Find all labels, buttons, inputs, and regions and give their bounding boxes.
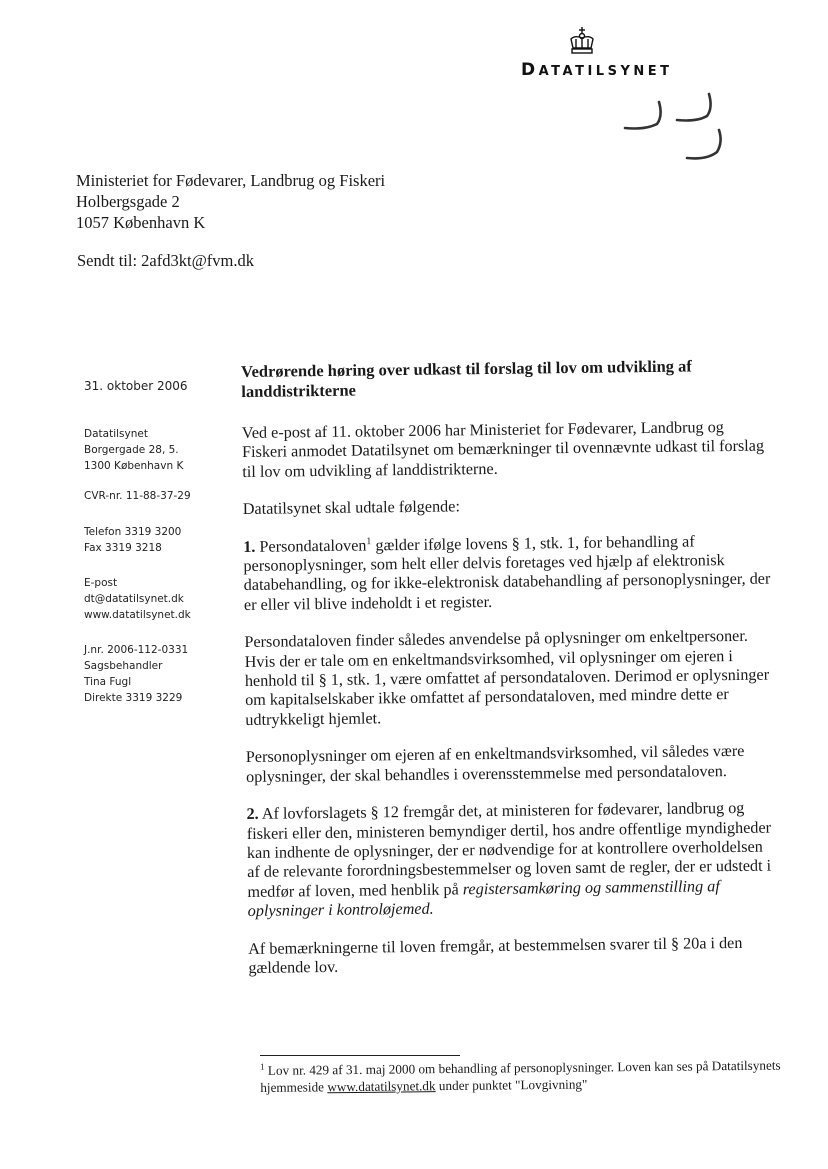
handwritten-check-marks bbox=[615, 90, 725, 170]
contact-online: E-post dt@datatilsynet.dk www.datatilsynet.dk bbox=[84, 577, 191, 621]
cvr-number: CVR-nr. 11-88-37-29 bbox=[84, 490, 191, 502]
crown-icon bbox=[567, 26, 597, 56]
paragraph-point-1: 1. Persondataloven$^1$ gælder ifølge lovens § 1, stk. 1, for behandling af personoplysninger, som helt eller delvis foretages ved hjælp af elektronisk databehandling, og for ikke-elektronisk databehandling af personoplysninger, der er eller vil blive indeholdt i et register. bbox=[243, 532, 771, 614]
footnote-divider bbox=[260, 1055, 460, 1056]
paragraph-remarks: Af bemærkningerne til loven fremgår, at bestemmelsen svarer til § 20a i den gældende lov. bbox=[248, 933, 743, 977]
case-info: J.nr. 2006-112-0331 Sagsbehandler Tina Fugl Direkte 3319 3229 bbox=[84, 644, 189, 704]
recipient-street: Holbergsgade 2 bbox=[76, 192, 180, 211]
paragraph-point-2: 2. Af lovforslagets § 12 fremgår det, at ministeren for fødevarer, landbrug og fiskeri eller den, ministeren bemyndiger dertil, hos andre offentlige myndigheder kan indhente de oplysninger, der er nødvendige for at kontrollere overholdelsen af de relevante forordningsbestemmelser og loven samt de regler, der er udstedt i medfør af loven, med henblik på registersamkøring og sammenstilling af oplysninger i kontroløjemed. bbox=[246, 798, 772, 921]
phone-fax: Telefon 3319 3200 Fax 3319 3218 bbox=[84, 526, 182, 554]
footnote: $^1$ Lov nr. 429 af 31. maj 2000 om behandling af personoplysninger. Loven kan ses på Datatilsynets hjemmeside www.datatilsynet.dk under punktet "Lovgivning" bbox=[259, 1057, 781, 1095]
recipient-name: Ministeriet for Fødevarer, Landbrug og Fiskeri bbox=[76, 171, 386, 190]
letter-body bbox=[241, 356, 777, 997]
paragraph-intro: Ved e-post af 11. oktober 2006 har Ministeriet for Fødevarer, Landbrug og Fiskeri anmodet Datatilsynet om bemærkninger til ovennævnte udkast til forslag til lov om udvikling af landdistrikterne. bbox=[241, 418, 765, 481]
recipient-address bbox=[76, 170, 385, 233]
letter-date: 31. oktober 2006 bbox=[84, 379, 188, 393]
paragraph-scope: Persondataloven finder således anvendelse på oplysninger om enkeltpersoner. Hvis der er tale om en enkeltmandsvirksomhed, vil oplysninger om ejeren i henhold til § 1, stk. 1, være omfattet af persondataloven. Derimod er oplysninger om kapitalselskaber ikke omfattet af persondataloven, med mindre dette er udtrykkeligt hjemlet. bbox=[244, 627, 770, 729]
footnote-ref: 1 bbox=[366, 535, 372, 547]
paragraph-owner: Personoplysninger om ejeren af en enkeltmandsvirksomhed, vil således være oplysninger, der skal behandles i overensstemmelse med persondataloven. bbox=[245, 742, 745, 786]
email-link[interactable]: dt@datatilsynet.dk bbox=[84, 593, 184, 605]
sent-to-line: Sendt til: 2afd3kt@fvm.dk bbox=[77, 251, 254, 270]
sender-address: Datatilsynet Borgergade 28, 5. 1300 København K bbox=[84, 428, 184, 472]
paragraph-statement: Datatilsynet skal udtale følgende: bbox=[242, 497, 461, 519]
footnote-link[interactable]: www.datatilsynet.dk bbox=[327, 1078, 436, 1095]
website-link[interactable]: www.datatilsynet.dk bbox=[84, 609, 191, 621]
brand-logo: DATATILSYNET bbox=[521, 60, 673, 80]
recipient-city: 1057 København K bbox=[76, 213, 206, 232]
letter-subject: Vedrørende høring over udkast til forslag til lov om udvikling af landdistrikterne bbox=[241, 356, 692, 401]
